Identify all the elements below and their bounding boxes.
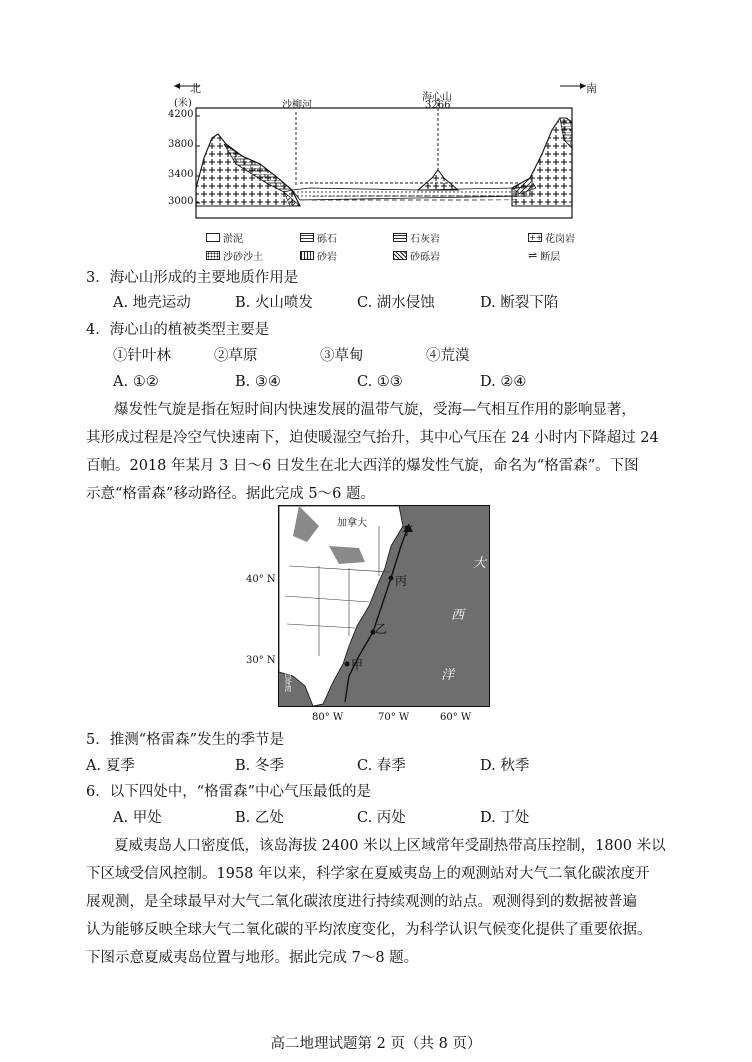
map-point-ding: 丁 [401, 524, 414, 538]
q4-choice-4: ④荒漠 [426, 348, 470, 364]
passage-line: 示意“格雷森”移动路径。据此完成 5～6 题。 [86, 486, 375, 502]
q4-choice-1: ①针叶林 [113, 348, 171, 364]
granite-icon: ++ [529, 233, 543, 242]
fault-icon: ⇌ [528, 249, 538, 262]
north-label: 北 [190, 82, 201, 95]
passage-hawaii [86, 832, 676, 972]
river-label: 沙柳河 [282, 100, 312, 111]
cyclone-path-map [278, 505, 490, 707]
q4-option-a[interactable]: A. ①② [113, 374, 159, 390]
south-label: 南 [586, 82, 597, 95]
passage-line: 展观测，是全球最早对大气二氧化碳浓度进行持续观测的站点。观测得到的数据被普遍 [86, 894, 637, 910]
q6-option-c[interactable]: C. 丙处 [357, 810, 406, 826]
q5-option-a[interactable]: A. 夏季 [86, 758, 135, 774]
q5-option-d[interactable]: D. 秋季 [480, 758, 530, 774]
q6-option-d[interactable]: D. 丁处 [480, 810, 530, 826]
map-canada-label: 加拿大 [337, 518, 367, 529]
q6-option-a[interactable]: A. 甲处 [113, 810, 162, 826]
q4-option-b[interactable]: B. ③④ [235, 374, 281, 390]
q3-option-a[interactable]: A. 地壳运动 [113, 295, 191, 311]
map-lat-30: 30° N [246, 655, 276, 666]
passage-cyclone [86, 396, 676, 508]
passage-line: 夏威夷岛人口密度低，该岛海拔 2400 米以上区域常年受副热带高压控制，1800 米以 [114, 838, 666, 854]
legend-limestone: 石灰岩 [393, 230, 440, 245]
legend-conglomerate: 砂砾岩 [393, 248, 440, 263]
q4-stem: 4．海心山的植被类型主要是 [86, 322, 270, 338]
q4-choice-3: ③草甸 [320, 348, 364, 364]
peak-height-label: 3266 [425, 100, 451, 111]
map-lon-70: 70° W [378, 712, 410, 723]
passage-line: 百帕。2018 年某月 3 日～6 日发生在北大西洋的爆发性气旋，命名为“格雷森”。下图 [86, 458, 639, 474]
y-tick-3800: 3800 [168, 139, 194, 150]
q3-option-b[interactable]: B. 火山喷发 [235, 295, 313, 311]
map-gulf-label: 墨西哥湾 [284, 664, 292, 692]
y-tick-3400: 3400 [168, 169, 194, 180]
q3-option-c[interactable]: C. 湖水侵蚀 [357, 295, 435, 311]
q4-choice-2: ②草原 [214, 348, 258, 364]
q6-stem: 6．以下四处中，“格雷森”中心气压最低的是 [86, 784, 372, 800]
map-lat-40: 40° N [246, 574, 276, 585]
legend-gravel: 砾石 [300, 230, 337, 245]
passage-line: 爆发性气旋是指在短时间内快速发展的温带气旋，受海—气相互作用的影响显著， [114, 402, 636, 418]
q5-stem: 5．推测“格雷森”发生的季节是 [86, 732, 285, 748]
passage-line: 下区域受信风控制。1958 年以来，科学家在夏威夷岛上的观测站对大气二氧化碳浓度开 [86, 866, 650, 882]
map-ocean-char-3: 洋 [441, 668, 455, 683]
map-point-yi: 乙 [375, 622, 388, 636]
legend-sandstone: 砂岩 [300, 248, 337, 263]
q5-option-c[interactable]: C. 春季 [357, 758, 406, 774]
q5-option-b[interactable]: B. 冬季 [235, 758, 284, 774]
legend-granite: ++ 花岗岩 [529, 233, 575, 245]
legend-fault: ⇌ 断层 [528, 249, 561, 263]
q6-option-b[interactable]: B. 乙处 [235, 810, 284, 826]
map-lon-60: 60° W [440, 712, 472, 723]
sandstone-icon [300, 251, 314, 260]
gravel-icon [300, 233, 314, 242]
map-ocean-char-2: 西 [451, 608, 465, 623]
passage-line: 认为能够反映全球大气二氧化碳的平均浓度变化，为科学认识气候变化提供了重要依据。 [86, 922, 652, 938]
legend-silt: 淤泥 [206, 230, 243, 245]
q4-option-c[interactable]: C. ①③ [357, 374, 403, 390]
passage-line: 其形成过程是冷空气快速南下，迫使暖湿空气抬升，其中心气压在 24 小时内下降超过 24 [86, 430, 659, 446]
passage-line: 下图示意夏威夷岛位置与地形。据此完成 7～8 题。 [86, 950, 419, 966]
silt-icon [206, 233, 220, 242]
map-ocean-char-1: 大 [473, 556, 487, 571]
legend-sand: 沙砂沙土 [206, 248, 263, 263]
y-tick-3000: 3000 [168, 196, 194, 207]
page-footer: 高二地理试题第 2 页（共 8 页） [270, 1036, 482, 1052]
q4-option-d[interactable]: D. ②④ [480, 374, 527, 390]
y-tick-4200: 4200 [168, 109, 194, 120]
map-point-bing: 丙 [395, 574, 408, 588]
sand-icon [206, 251, 220, 260]
map-lon-80: 80° W [312, 712, 344, 723]
q3-stem: 3．海心山形成的主要地质作用是 [86, 270, 299, 286]
peak-name-label: 海心山 [422, 92, 452, 103]
conglomerate-icon [393, 251, 407, 260]
q3-option-d[interactable]: D. 断裂下陷 [480, 295, 559, 311]
limestone-icon [393, 233, 407, 242]
map-point-jia: 甲 [351, 658, 364, 672]
axis-unit-label: (米) [174, 98, 192, 109]
geologic-profile-figure [160, 78, 590, 228]
